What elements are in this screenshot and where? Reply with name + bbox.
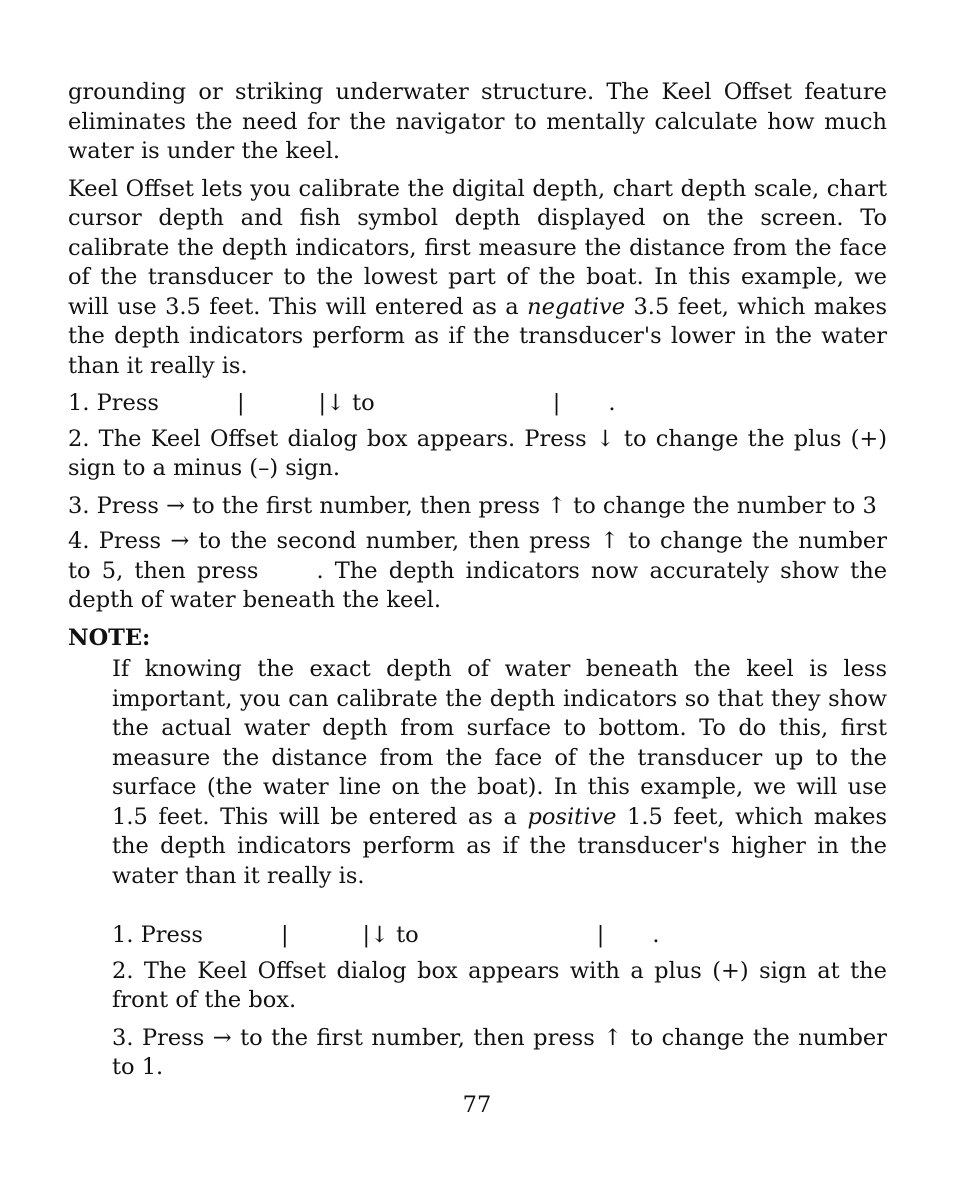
note-step-1 [112, 921, 887, 951]
emphasis-negative: negative [527, 293, 626, 320]
note-step-1-period: . [652, 922, 660, 948]
note-step-3: 3. Press → to the first number, then press ↑ to change the number to 1. [112, 1024, 887, 1080]
note-step-1-separator-2: | [596, 922, 605, 948]
emphasis-positive: positive [527, 803, 617, 830]
step-1-period: . [608, 390, 616, 416]
step-3: 3. Press → to the first number, then press ↑ to change the number to 3 [68, 492, 877, 519]
note-step-1-down-to: |↓ to [362, 922, 419, 948]
note-step-2: 2. The Keel Offset dialog box appears with a plus (+) sign at the front of the box. [112, 957, 887, 1013]
paragraph-keel-offset [68, 175, 887, 382]
note-text-b: 1.5 feet, which makes the depth indicators perform as if the transducer's higher in the water than it really is. [112, 803, 887, 889]
paragraph-keel-offset-text-a: Keel Offset lets you calibrate the digital depth, chart depth scale, chart cursor depth and fish symbol depth displayed on the screen. To calibrate the depth indicators, first measure the distance from the face of the transducer to the lowest part of the boat. In this example, we will use 3.5 feet. This will entered as a [68, 175, 887, 320]
page-number: 77 [462, 1092, 492, 1118]
step-4 [68, 527, 887, 616]
step-4-text-b: . The depth indicators now accurately show the depth of water beneath the keel. [68, 557, 888, 613]
step-1-press: 1. Press [68, 390, 159, 416]
page-content [68, 78, 887, 1091]
step-1 [68, 389, 887, 419]
step-1-separator-2: | [552, 390, 561, 416]
step-2: 2. The Keel Offset dialog box appears. Press ↓ to change the plus (+) sign to a minus (–) sign. [68, 425, 887, 481]
step-4-text-a: 4. Press → to the second number, then press ↑ to change the number to 5, then press [68, 528, 887, 584]
note-paragraph [112, 655, 887, 891]
note-step-1-press: 1. Press [112, 922, 203, 948]
note-heading: NOTE: [68, 624, 151, 651]
step-1-down-to: |↓ to [318, 390, 375, 416]
paragraph-keel-offset-text-b: 3.5 feet, which makes the depth indicators perform as if the transducer's lower in the water than it really is. [68, 293, 888, 379]
note-block [112, 655, 887, 1083]
note-step-1-separator: | [280, 922, 289, 948]
paragraph-intro: grounding or striking underwater structure. The Keel Offset feature eliminates the need for the navigator to mentally calculate how much water is under the keel. [68, 79, 887, 164]
step-1-separator: | [236, 390, 245, 416]
note-text-a: If knowing the exact depth of water beneath the keel is less important, you can calibrate the depth indicators so that they show the actual water depth from surface to bottom. To do this, first measure the distance from the face of the transducer up to the surface (the water line on the boat). In this example, we will use 1.5 feet. This will be entered as a [112, 656, 887, 830]
